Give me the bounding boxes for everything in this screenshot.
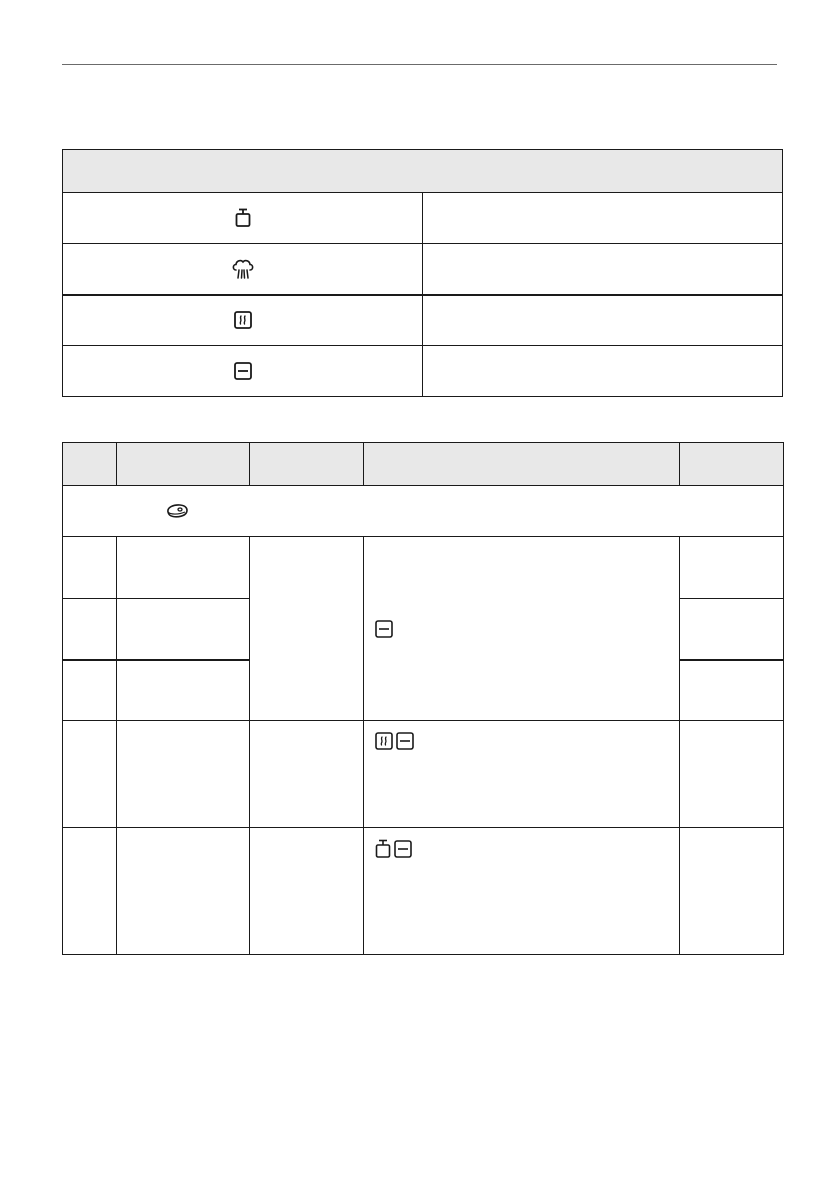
merged-cell-rows-1-3-col-4 [364,537,680,721]
column-header-5 [680,443,784,486]
row-4-cell-5 [680,721,784,828]
symbol-cell-tray [63,193,423,244]
column-header-3 [250,443,364,486]
row-2-cell-2 [117,599,250,660]
bottom-heat-icon [394,840,412,858]
cooking-table [62,442,784,955]
steam-icon [231,258,255,280]
symbols-table-header [63,150,783,193]
row-5-cell-2 [117,828,250,955]
row-4-cell-1 [63,721,117,828]
symbol-cell-top-heat [63,295,423,346]
column-header-2 [117,443,250,486]
row-1-cell-1 [63,537,117,599]
row-5-cell-5 [680,828,784,955]
bottom-heat-icon [375,620,393,638]
meat-icon [165,503,189,519]
row-3-cell-2 [117,660,250,721]
symbol-description-tray [423,193,783,244]
row-2-cell-1 [63,599,117,660]
symbol-cell-bottom-heat [63,346,423,397]
bottom-heat-icon [234,362,252,380]
top-divider [62,64,777,65]
top-heat-icon [375,732,393,750]
tray-icon [235,208,251,228]
row-2-cell-5 [680,599,784,660]
merged-cell-rows-1-3-col-3 [250,537,364,721]
row-3-cell-1 [63,660,117,721]
group-row-meat [63,486,784,537]
tray-icon [375,839,391,859]
row-3-cell-5 [680,660,784,721]
row-5-cell-3 [250,828,364,955]
row-4-cell-3 [250,721,364,828]
bottom-heat-icon [396,732,414,750]
row-5-cell-1 [63,828,117,955]
top-heat-icon [234,311,252,329]
symbol-description-steam [423,244,783,295]
symbol-cell-steam [63,244,423,295]
heating-icons [375,732,679,750]
symbol-description-top-heat [423,295,783,346]
heating-icons [375,620,679,638]
row-5-cell-4 [364,828,680,955]
row-4-cell-4 [364,721,680,828]
row-1-cell-5 [680,537,784,599]
symbol-description-bottom-heat [423,346,783,397]
column-header-1 [63,443,117,486]
row-1-cell-2 [117,537,250,599]
heating-icons [375,839,679,859]
symbols-table [62,149,783,397]
column-header-4 [364,443,680,486]
row-4-cell-2 [117,721,250,828]
